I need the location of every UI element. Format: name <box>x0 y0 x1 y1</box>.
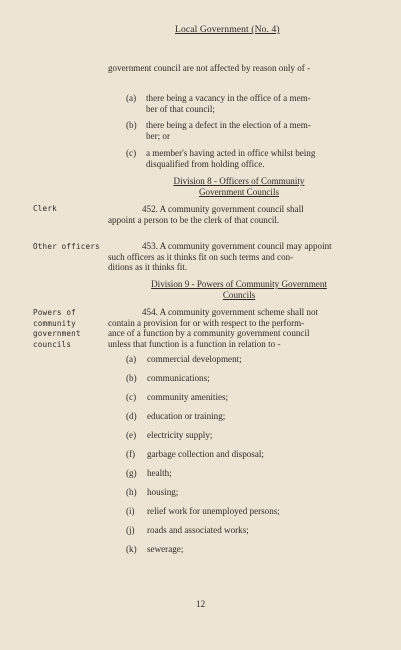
item-letter: (d) <box>126 411 137 421</box>
item-text: there being a vacancy in the office of a mem- <box>146 93 311 103</box>
section-text: such officers as it thinks fit on such terms and con- <box>108 251 294 262</box>
item-text: electricity supply; <box>147 430 213 440</box>
section-text: ditions as it thinks fit. <box>108 262 188 272</box>
item-text: housing; <box>147 487 179 497</box>
section-text: 453. A community government council may appoint <box>142 241 332 251</box>
item-letter: (a) <box>126 354 137 364</box>
list-item <box>126 468 172 479</box>
list-item <box>126 430 212 441</box>
item-text: there being a defect in the election of a mem- <box>146 120 311 130</box>
margin-note-powers <box>33 308 81 350</box>
item-text: commercial development; <box>147 354 242 364</box>
margin-note-clerk: Clerk <box>33 204 57 213</box>
section-453 <box>108 241 370 273</box>
item-letter: (a) <box>126 93 137 103</box>
item-letter: (b) <box>126 120 137 130</box>
item-text: sewerage; <box>147 544 184 554</box>
item-letter: (f) <box>126 449 136 459</box>
page-number: 12 <box>195 600 206 610</box>
item-text: communications; <box>147 373 210 383</box>
list-item <box>126 487 178 498</box>
item-text: ber of that council; <box>146 103 215 114</box>
intro-item-a <box>126 93 311 114</box>
list-item <box>126 354 242 365</box>
item-letter: (h) <box>126 487 137 497</box>
list-item <box>126 544 183 555</box>
division-heading-line: Government Councils <box>198 186 280 197</box>
intro-item-b <box>126 120 311 141</box>
margin-line: Powers of <box>33 308 76 317</box>
margin-line: councils <box>33 339 72 349</box>
intro-text: government council are not affected by reason only of - <box>108 63 311 73</box>
list-item <box>126 449 264 460</box>
margin-line: government <box>33 329 81 338</box>
list-item <box>126 525 249 536</box>
item-letter: (j) <box>126 525 135 535</box>
item-letter: (c) <box>126 392 137 402</box>
division-heading-line: Councils <box>222 289 256 300</box>
intro-item-c <box>126 148 315 169</box>
list-item <box>126 411 225 422</box>
section-452 <box>108 204 370 225</box>
list-item <box>126 506 280 517</box>
section-text: contain a provision for or with respect to the perform- <box>108 317 305 328</box>
item-letter: (g) <box>126 468 137 478</box>
list-item <box>126 373 210 384</box>
item-letter: (e) <box>126 430 137 440</box>
item-letter: (c) <box>126 148 137 158</box>
division-heading-line: Division 9 - Powers of Community Government <box>151 279 327 289</box>
section-text: ance of a function by a community government council <box>108 328 310 338</box>
division-heading-line: Division 8 - Officers of Community <box>173 176 305 186</box>
item-text: relief work for unemployed persons; <box>147 506 280 516</box>
margin-line: community <box>33 318 76 328</box>
division-9-heading <box>108 279 370 300</box>
list-item <box>126 392 228 403</box>
item-letter: (i) <box>126 506 135 516</box>
item-text: a member's having acted in office whilst being <box>146 148 316 158</box>
item-text: garbage collection and disposal; <box>147 449 264 459</box>
item-text: ber; or <box>146 130 170 141</box>
margin-note-other-officers: Other officers <box>33 242 100 251</box>
item-text: health; <box>147 468 172 478</box>
division-8-heading <box>108 176 370 197</box>
item-text: education or training; <box>147 411 226 421</box>
item-text: community amenities; <box>147 392 229 402</box>
section-text: unless that function is a function in relation to - <box>108 338 281 349</box>
item-text: roads and associated works; <box>147 525 249 535</box>
section-454 <box>108 307 370 349</box>
item-text: disqualified from holding office. <box>146 158 265 169</box>
page-header: Local Government (No. 4) <box>175 24 280 35</box>
section-text: appoint a person to be the clerk of that council. <box>108 214 280 225</box>
section-text: 454. A community government scheme shall not <box>142 307 319 317</box>
item-letter: (k) <box>126 544 137 554</box>
section-text: 452. A community government council shall <box>142 204 304 214</box>
item-letter: (b) <box>126 373 137 383</box>
